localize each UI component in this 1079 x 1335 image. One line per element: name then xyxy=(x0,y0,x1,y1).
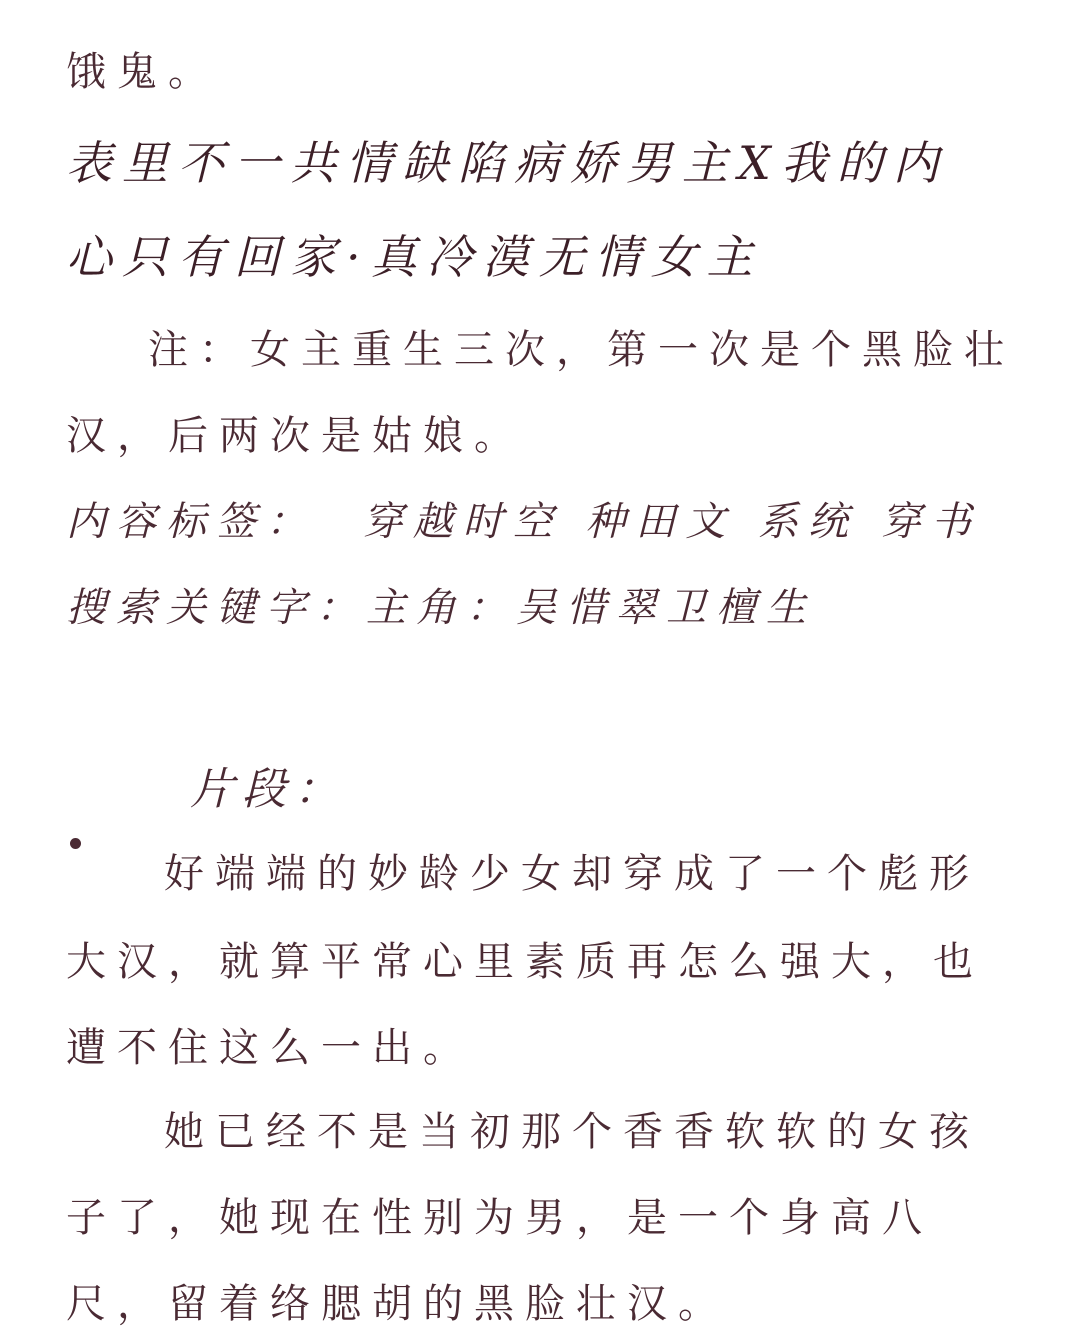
tags-line xyxy=(66,499,981,545)
title-line-1: 表里不一共情缺陷病娇男主X我的内 xyxy=(66,136,949,190)
bullet-icon xyxy=(70,838,81,849)
intro-line-1: 饿鬼。 xyxy=(66,49,219,95)
paragraph-2-line-1: 她已经不是当初那个香香软软的女孩 xyxy=(164,1109,980,1155)
tags-label: 内容标签： xyxy=(66,499,316,545)
paragraph-2-line-2: 子了，她现在性别为男，是一个身高八 xyxy=(66,1195,933,1241)
note-line-2: 汉，后两次是姑娘。 xyxy=(66,413,525,459)
paragraph-1-line-1: 好端端的妙龄少女却穿成了一个彪形 xyxy=(164,851,980,897)
paragraph-2-line-3: 尺，留着络腮胡的黑脸壮汉。 xyxy=(66,1281,729,1327)
note-line-1: 注：女主重生三次，第一次是个黑脸壮 xyxy=(148,327,1015,373)
title-line-2: 心只有回家·真冷漠无情女主 xyxy=(66,230,763,284)
section-heading: 片段： xyxy=(190,764,346,815)
keywords-line: 搜索关键字：主角：吴惜翠卫檀生 xyxy=(66,585,816,631)
paragraph-1-line-2: 大汉，就算平常心里素质再怎么强大，也 xyxy=(66,939,984,985)
tags-values: 穿越时空 种田文 系统 穿书 xyxy=(362,499,981,545)
paragraph-1-line-3: 遭不住这么一出。 xyxy=(66,1025,474,1071)
